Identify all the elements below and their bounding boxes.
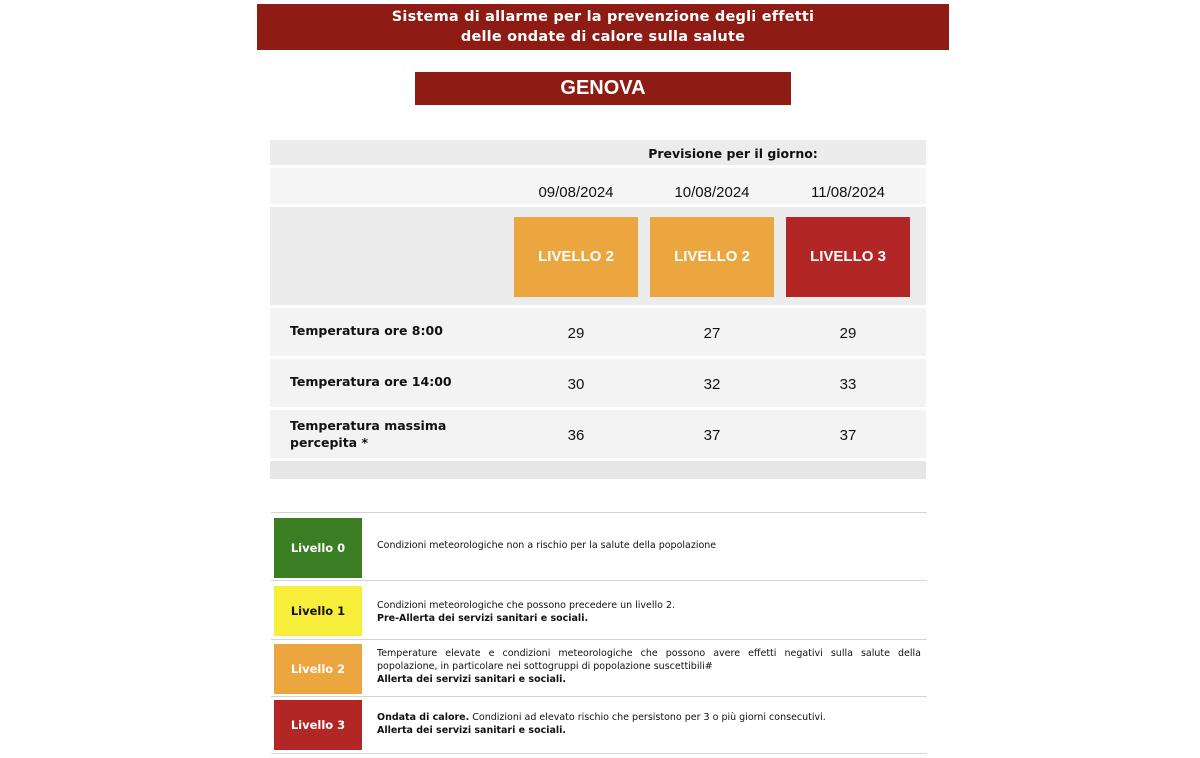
- legend-badge: Livello 2: [274, 644, 362, 694]
- header-title-line2: delle ondate di calore sulla salute: [460, 29, 746, 45]
- temp-value: 37: [839, 427, 857, 444]
- temp-value: 30: [567, 376, 585, 393]
- legend-row-level-3: [271, 696, 927, 754]
- temp-row-max-perceived: [270, 410, 926, 461]
- level-badge-day-1: LIVELLO 2: [514, 217, 638, 297]
- temp-row-label-line1: Temperatura massima: [290, 418, 447, 433]
- legend-badge: Livello 0: [274, 518, 362, 578]
- legend-bold-text: Allerta dei servizi sanitari e sociali.: [377, 725, 567, 736]
- legend-text: Condizioni meteorologiche che possono precedere un livello 2.: [377, 600, 676, 611]
- level-badge-day-2: LIVELLO 2: [650, 217, 774, 297]
- date-day-3: 11/08/2024: [811, 184, 885, 201]
- temp-value: 29: [567, 325, 585, 342]
- forecast-heading: Previsione per il giorno:: [648, 146, 818, 161]
- level-badge-day-3: LIVELLO 3: [786, 217, 910, 297]
- levels-row: [270, 207, 926, 308]
- temp-value: 27: [703, 325, 721, 342]
- legend-badge: Livello 1: [274, 586, 362, 636]
- city-title: GENOVA: [415, 72, 791, 105]
- temp-value: 37: [703, 427, 721, 444]
- legend-bold-lead: Ondata di calore.: [377, 712, 470, 723]
- temp-value: 32: [703, 376, 721, 393]
- legend-bold-text: Allerta dei servizi sanitari e sociali.: [377, 674, 567, 685]
- level-legend: [271, 512, 927, 754]
- forecast-heading-row: [270, 140, 926, 168]
- temp-row-label-line2: percepita *: [290, 435, 369, 450]
- legend-description: [377, 539, 921, 552]
- legend-description: [377, 599, 921, 625]
- page-header: [257, 4, 949, 50]
- header-title-line1: Sistema di allarme per la prevenzione degli effetti: [391, 9, 815, 25]
- temp-value: 33: [839, 376, 857, 393]
- legend-row-level-2: [271, 639, 927, 696]
- legend-text: Condizioni meteorologiche non a rischio per la salute della popolazione: [377, 540, 717, 551]
- legend-bold-text: Pre-Allerta dei servizi sanitari e sociali.: [377, 613, 589, 624]
- legend-description: [377, 711, 921, 737]
- date-day-2: 10/08/2024: [674, 184, 750, 201]
- legend-row-level-0: [271, 512, 927, 580]
- temp-row-label: [290, 417, 446, 451]
- legend-text: Condizioni ad elevato rischio che persistono per 3 o più giorni consecutivi.: [469, 712, 826, 723]
- dates-row: [270, 168, 926, 207]
- legend-description: [377, 647, 921, 686]
- forecast-footer-bar: [270, 461, 926, 479]
- legend-text: Temperature elevate e condizioni meteorologiche che possono avere effetti negativi sulla salute della popolazione, in particolare nei sottogruppi di popolazione suscettibili#: [377, 648, 921, 672]
- temp-row-14: [270, 359, 926, 410]
- legend-row-level-1: [271, 580, 927, 639]
- temp-value: 29: [839, 325, 857, 342]
- temp-row-label: Temperatura ore 14:00: [290, 374, 452, 389]
- temp-row-label: Temperatura ore 8:00: [290, 323, 443, 338]
- date-day-1: 09/08/2024: [538, 184, 614, 201]
- forecast-table: [270, 140, 926, 479]
- temp-row-8: [270, 308, 926, 359]
- temp-value: 36: [567, 427, 585, 444]
- legend-badge: Livello 3: [274, 700, 362, 750]
